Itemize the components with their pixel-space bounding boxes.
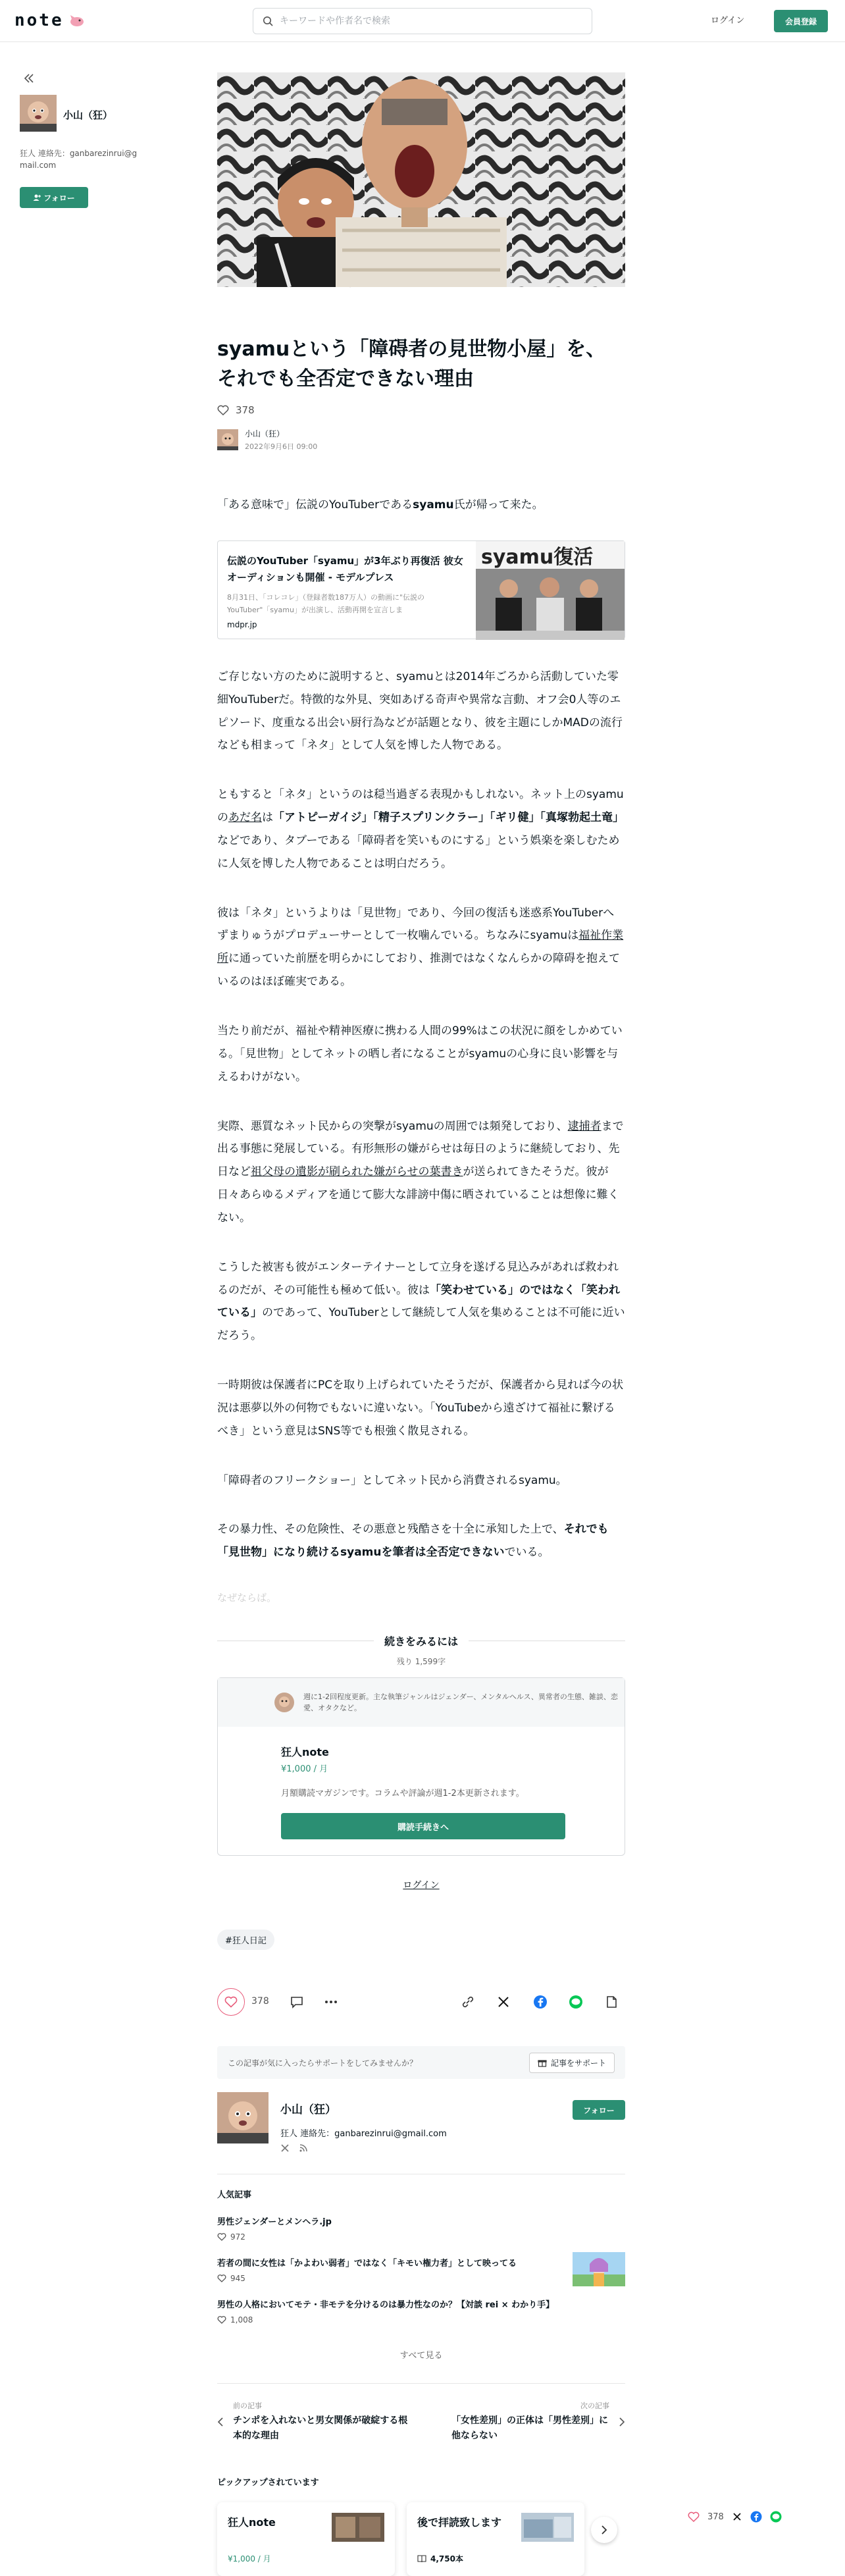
membership-price: ¥1,000 / 月 [281,1764,328,1775]
popular-item-like-count: 972 [230,2232,245,2242]
p2-text-a: ともすると「ネタ」というのは穏当過ぎる表現かもしれない。ネット上のsyamuの [217,788,624,825]
x-share-icon[interactable] [732,2511,742,2522]
next-article-link[interactable] [428,2402,625,2441]
author-card-avatar[interactable] [217,2092,269,2143]
link-card-description: 8月31日、「コレコレ」（登録者数187万人）の動画に"伝説のYouTuber"「syamu」が出演し、活動再開を宣言しま [227,592,425,614]
popular-item-title[interactable]: 男性の人格においてモテ・非モテを分けるのは暴力性なのか？【対談 rei × わかり手】 [217,2300,555,2311]
add-user-icon [33,194,41,201]
p2-nickname-3: 「ギリ健」 [489,811,540,825]
popular-item[interactable] [217,2256,625,2283]
article-author-row[interactable] [217,428,625,452]
hero-image [217,72,625,287]
search-box[interactable] [253,8,592,34]
next-title[interactable]: 「女性差別」の正体は「男性差別」に他ならない [451,2415,608,2441]
back-icon[interactable] [22,71,36,86]
paragraph-4: 当たり前だが、福祉や精神医療に携わる人間の99%はこの状況に顔をしかめている。「見世物」としてネットの晒し者になることがsyamuの心身に良い影響を与えるわけがない。 [217,1024,623,1084]
support-button-label: 記事をサポート [550,2058,606,2068]
p3-link-welfare[interactable]: 福祉作業所 [217,929,624,966]
p6-bold: 「笑わせている」のではなく「笑われている」 [217,1283,620,1320]
support-button[interactable] [529,2053,615,2073]
author-avatar[interactable] [217,429,238,450]
x-share-icon[interactable] [496,1995,511,2009]
embed-icon[interactable] [604,1995,619,2009]
popular-item[interactable] [217,2298,625,2325]
popular-item-likes [217,2232,625,2242]
membership-avatar [274,1693,294,1712]
popular-item-like-count: 1,008 [230,2315,253,2325]
pickup-card-count-value: 4,750本 [430,2554,463,2564]
site-header [0,0,845,42]
membership-description: 週に1-2回程度更新。主な執筆ジャンルはジェンダー、メンタルヘルス、異常者の生態、雑談、恋愛、オタクなど。 [303,1692,618,1713]
sticky-like-count: 378 [707,2511,724,2522]
note-logo[interactable] [14,11,86,30]
article-title: syamuという「障碍者の見世物小屋」を、それでも全否定できない理由 [217,338,606,390]
p5-text-a: 実際、悪質なネット民からの突撃がsyamuの周囲では頻発しており、 [217,1119,568,1133]
sticky-share-bar [688,2511,782,2523]
login-link[interactable]: ログイン [711,16,745,26]
paragraph-9 [217,1518,625,1564]
link-card-text [218,541,476,639]
sidebar-author-name[interactable]: 小山（狂） [63,109,113,121]
author-meta [245,428,317,452]
paywall-remaining-chars: 残り 1,599字 [396,1657,446,1667]
popular-articles [217,2174,625,2361]
p3-text-a: 彼は「ネタ」というよりは「見世物」であり、今回の復活も迷惑系YouTuberへずまりゅうがプロデューサーとして一枚噛んでいる。ちなみにsyamuは [217,906,615,943]
p0-text-a: 「ある意味で」伝説のYouTuberである [217,498,413,512]
popular-title: 人気記事 [217,2190,252,2201]
pickup-card-count [417,2553,463,2564]
pickup-card-price: ¥1,000 / 月 [228,2554,271,2564]
title-like-row[interactable] [217,404,625,416]
carousel-next-arrow[interactable] [591,2517,617,2543]
line-share-icon[interactable] [569,1995,583,2009]
paragraph-2 [217,783,625,875]
search-input[interactable] [280,16,569,26]
p5-text-b: まで出る事態に発展している。有形無形の嫌がらせは毎日のように継続しており、先日など [217,1119,624,1179]
membership-body [218,1727,625,1855]
more-options-icon[interactable] [324,1995,338,2009]
subscribe-button[interactable]: 購読手続きへ [281,1813,565,1839]
paywall-login-link[interactable]: ログイン [403,1880,440,1891]
action-like-count: 378 [251,1996,269,2007]
popular-item[interactable] [217,2215,625,2242]
membership-box [217,1677,625,1856]
rss-icon[interactable] [299,2143,308,2153]
link-card-thumbnail [476,541,625,640]
heart-icon [217,2233,226,2241]
popular-item-title[interactable]: 若者の間に女性は「かよわい弱者」ではなく「キモい権力者」として映ってる [217,2259,517,2269]
search-icon [263,16,273,26]
pickup-carousel [217,2502,625,2576]
previous-article-link[interactable] [217,2402,415,2441]
pickup-card-name[interactable]: 狂人note [228,2516,276,2529]
sidebar-author-avatar[interactable] [20,95,57,132]
book-icon [417,2555,426,2563]
prev-next-nav [217,2383,625,2441]
p6-text-b: のであって、YouTuberとして継続して人気を集めることは不可能に近いだろう。 [217,1306,625,1343]
see-all-link[interactable]: すべて見る [399,2351,443,2361]
heart-icon [224,1996,238,2008]
p2-nickname-2: 「精子スプリンクラー」 [372,811,490,825]
heart-icon [217,2316,226,2324]
pickup-title: ピックアップされています [217,2478,319,2488]
sidebar-follow-button[interactable] [20,187,88,208]
paragraph-1: ご存じない方のために説明すると、syamuとは2014年ごろから活動していた零細YouTuberだ。特徴的な外見、突如あげる奇声や異常な言動、オフ会0人等のエピソード、度重なる出会い厨行為などが話題となり、彼を主題にしかMADの流行なども相まって「ネタ」として人気を博した人物である。 [217,670,623,752]
membership-name: 狂人note [281,1746,329,1759]
external-link-card[interactable] [217,540,625,639]
gift-icon [538,2058,547,2067]
faded-preview-text: なぜならば。 [217,1592,277,1604]
copy-link-icon[interactable] [461,1995,475,2009]
popular-item-title[interactable]: 男性ジェンダーとメンヘラ.jp [217,2217,332,2228]
author-card [217,2092,625,2159]
paywall-title: 続きをみるには [374,1633,469,1648]
support-prompt: この記事が気に入ったらサポートをしてみませんか？ [228,2058,418,2068]
author-card-name[interactable]: 小山（狂） [280,2103,336,2117]
heart-icon[interactable] [688,2511,700,2522]
article-action-bar [217,1985,625,2022]
p2-nickname-4: 「真塚勃起土竜」 [540,811,624,825]
p3-text-b: に通っていた前歴を明らかにしており、推測ではなくなんらかの障碍を抱えているのはほぼ確実である。 [217,952,620,989]
pickup-card-thumbnail [521,2513,574,2542]
pickup-card[interactable] [407,2502,584,2576]
sidebar-author-bio: 狂人 連絡先：ganbarezinrui@gmail.com [20,149,138,170]
comment-icon[interactable] [290,1995,304,2009]
p6-text-a: こうした被害も彼がエンターテイナーとして立身を遂げる見込みがあれば救われるのだが、その可能性も極めて低い。彼は [217,1260,619,1297]
previous-title[interactable]: チンポを入れないと男女関係が破綻する根本的な理由 [233,2415,408,2441]
p2-nickname-1: 「アトピーガイジ」 [273,811,373,825]
paragraph-7: 一時期彼は保護者にPCを取り上げられていたそうだが、保護者から見れば今の状況は悪夢以外の何物でもないに違いない。「YouTubeから遠ざけて福祉に繋げるべき」という意見はSNS等でも根強く散見される。 [217,1379,624,1438]
pickup-card-name[interactable]: 後で拝読致します [417,2516,502,2529]
p5-text-c: が送られてきたそうだ。彼が日々あらゆるメディアを通じて膨大な誹謗中傷に晒されていることは想像に難くない。 [217,1165,619,1224]
p5-link-postcard[interactable]: 祖父母の遺影が刷られた嫌がらせの葉書き [251,1165,463,1179]
p2-text-b: は [262,811,273,825]
chevron-left-icon [217,2417,224,2427]
pickup-card[interactable] [217,2502,395,2576]
p9-text-b: でいる。 [504,1546,550,1560]
like-button[interactable] [217,1988,245,2016]
author-social-links [280,2143,308,2153]
paragraph-5 [217,1115,625,1230]
support-bar [217,2046,625,2079]
p9-bold: それでも「見世物」になり続けるsyamuを筆者は全否定できない [217,1523,609,1560]
paywall-divider [217,1633,625,1649]
link-card-thumb-text: syamu復活 [481,545,594,569]
p2-text-c: などであり、タブーである「障碍者を笑いものにする」という娯楽を楽しむために人気を博した人物であることは明白だろう。 [217,833,620,870]
publish-date: 2022年9月6日 09:00 [245,442,318,451]
sidebar-follow-label: フォロー [43,193,75,203]
chevron-right-icon [619,2417,625,2427]
signup-button[interactable]: 会員登録 [774,10,828,32]
paragraph-3 [217,902,625,993]
x-profile-icon[interactable] [280,2143,290,2153]
link-card-title: 伝説のYouTuber「syamu」が3年ぶり再復活 彼女オーディションも開催 - モデルプレス [227,554,463,584]
next-label: 次の記事 [580,2402,609,2411]
popular-item-likes [217,2315,625,2325]
title-like-count: 378 [236,404,255,416]
membership-note: 月額購読マガジンです。コラムや評論が週1-2本更新されます。 [281,1789,525,1799]
hashtag-chip[interactable]: #狂人日記 [217,1930,274,1950]
p9-text-a: その暴力性、その危険性、その悪意と残酷さを十全に承知した上で、 [217,1523,564,1537]
previous-label: 前の記事 [233,2402,262,2411]
popular-item-thumbnail [573,2252,625,2286]
chevron-right-icon [601,2525,607,2535]
popular-item-likes [217,2274,625,2283]
logo-wordmark[interactable]: note [14,11,64,30]
paragraph-6 [217,1256,625,1348]
p5-link-arrest[interactable]: 逮捕者 [567,1119,602,1133]
facebook-share-icon[interactable] [750,2511,762,2523]
link-card-domain: mdpr.jp [227,620,257,630]
heart-icon[interactable] [217,405,229,415]
heart-icon [217,2274,226,2282]
line-share-icon[interactable] [770,2511,782,2523]
paragraph-8: 「障碍者のフリークショー」としてネット民から消費されるsyamu。 [217,1473,567,1487]
p2-link-nickname[interactable]: あだ名 [228,811,262,825]
main-column [217,72,625,2576]
popular-item-like-count: 945 [230,2274,245,2284]
p0-bold: syamu [413,498,454,512]
author-card-bio: 狂人 連絡先：ganbarezinrui@gmail.com [280,2129,447,2140]
p0-text-c: 氏が帰って来た。 [453,498,544,512]
paragraph-intro [217,494,625,517]
author-name[interactable]: 小山（狂） [245,429,285,438]
pickup-card-thumbnail [332,2513,384,2542]
author-card-follow-button[interactable]: フォロー [573,2100,625,2120]
logo-mascot-icon [69,14,86,27]
membership-header [218,1678,625,1727]
facebook-share-icon[interactable] [533,1995,548,2009]
